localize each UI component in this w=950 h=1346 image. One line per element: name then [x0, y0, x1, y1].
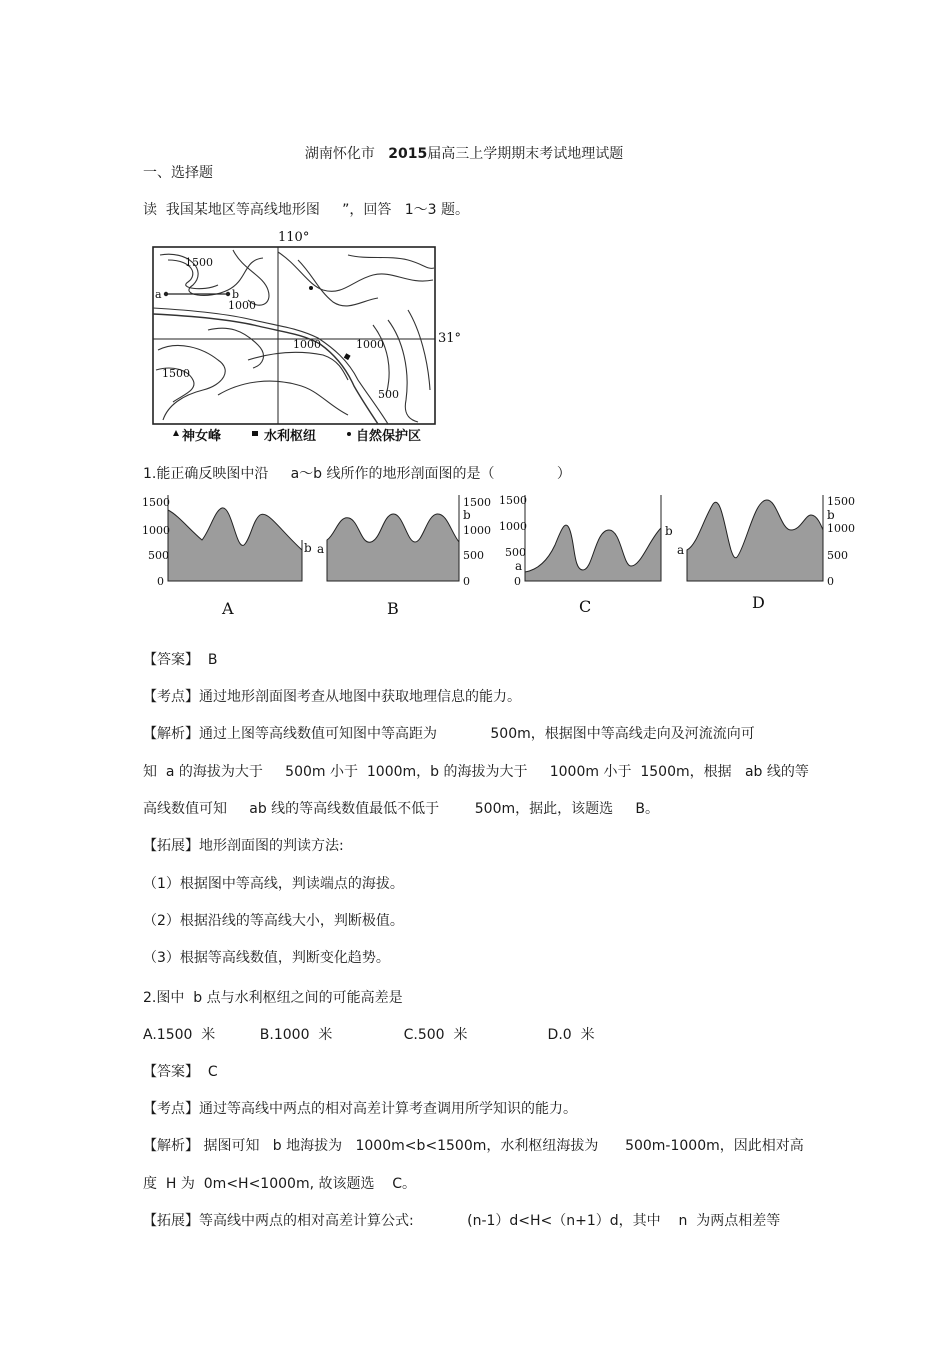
profile-c-tick-1000: 1000	[499, 520, 527, 533]
profile-d-tick-500: 500	[827, 549, 848, 562]
profile-d-a: a	[677, 543, 685, 557]
map-point-a: a	[155, 288, 162, 301]
q1-answer: 【答案】 B	[143, 652, 218, 668]
profile-a-tick-1500: 1500	[142, 496, 170, 509]
question-1: 1.能正确反映图中沿 a～b 线所作的地形剖面图的是（ ）	[143, 466, 571, 482]
q2-answer: 【答案】 C	[143, 1064, 218, 1080]
profile-b-tick-1500: 1500	[463, 496, 491, 509]
profile-a-tick-500: 500	[148, 549, 169, 562]
profile-b-a: a	[317, 542, 325, 556]
profile-b-label: B	[387, 599, 399, 618]
map-contour-1000-e: 1000	[356, 338, 384, 351]
dam-icon	[252, 431, 258, 436]
contour-map	[148, 230, 468, 445]
reserve-icon	[347, 432, 351, 436]
profile-b-tick-0: 0	[463, 575, 470, 588]
map-meridian-label: 110°	[278, 230, 310, 245]
profile-a-tick-0: 0	[157, 575, 164, 588]
title-place: 湖南怀化市	[304, 146, 375, 162]
profile-c	[497, 490, 677, 620]
section-heading: 一、选择题	[143, 165, 213, 181]
legend-reserve: 自然保护区	[356, 429, 422, 444]
q1-extension-item2: （2）根据沿线的等高线大小，判断极值。	[143, 913, 404, 929]
profile-d-b: b	[827, 508, 835, 522]
profile-c-tick-500: 500	[505, 546, 526, 559]
profile-d	[677, 490, 857, 620]
profile-b-tick-500: 500	[463, 549, 484, 562]
q1-extension-item3: （3）根据等高线数值，判断变化趋势。	[143, 950, 390, 966]
q1-analysis-line2: 知 a 的海拔为大于 500m 小于 1000m，b 的海拔为大于 1000m 小于 1500m，根据 ab 线的等	[143, 764, 809, 780]
map-contour-1000-d: 1000	[293, 338, 321, 351]
document-title	[296, 127, 623, 163]
profile-d-tick-1500: 1500	[827, 495, 855, 508]
profile-d-label: D	[752, 593, 765, 612]
intro-text: 读 我国某地区等高线地形图 ”，回答 1～3 题。	[143, 202, 470, 218]
legend-dam: 水利枢纽	[264, 429, 317, 444]
title-year: 2015	[388, 146, 428, 162]
map-contour-1500-a: 1500	[185, 256, 213, 269]
profile-c-a: a	[515, 559, 523, 573]
q1-analysis-line1: 【解析】通过上图等高线数值可知图中等高距为 500m，根据图中等高线走向及河流流向可	[143, 726, 755, 742]
q1-extension-heading: 【拓展】地形剖面图的判读方法:	[143, 838, 344, 854]
map-parallel-label: 31°	[438, 331, 462, 346]
profile-c-tick-1500: 1500	[499, 494, 527, 507]
title-rest: 届高三上学期期末考试地理试题	[427, 146, 624, 162]
profile-a-label: A	[222, 599, 234, 618]
q1-analysis-line3: 高线数值可知 ab 线的等高线数值最低不低于 500m，据此，该题选 B。	[143, 801, 659, 817]
map-contour-500: 500	[378, 388, 399, 401]
profile-c-label: C	[579, 597, 592, 616]
map-point-b: b	[232, 288, 240, 301]
q2-analysis-line2: 度 H 为 0m<H<1000m, 故该题选 C。	[143, 1176, 417, 1192]
q1-extension-item1: （1）根据图中等高线，判读端点的海拔。	[143, 876, 404, 892]
q2-options: A.1500 米 B.1000 米 C.500 米 D.0 米	[143, 1027, 595, 1043]
profile-b	[315, 490, 495, 620]
q2-point: 【考点】通过等高线中两点的相对高差计算考查调用所学知识的能力。	[143, 1101, 577, 1117]
q2-analysis-line1: 【解析】 据图可知 b 地海拔为 1000m<b<1500m，水利枢纽海拔为 500m-1000m，因此相对高	[143, 1138, 804, 1154]
q2-extension: 【拓展】等高线中两点的相对高差计算公式: (n-1）d<H<（n+1）d，其中 n 为两点相差等	[143, 1213, 781, 1229]
peak-icon	[173, 430, 179, 436]
profile-b-b: b	[463, 508, 471, 522]
legend-peak: 神女峰	[182, 429, 222, 444]
profile-b-tick-1000: 1000	[463, 524, 491, 537]
profile-a	[140, 490, 310, 620]
profile-d-tick-1000: 1000	[827, 522, 855, 535]
map-contour-1000-b: 1000	[228, 299, 256, 312]
profile-a-b: b	[304, 541, 312, 555]
question-2: 2.图中 b 点与水利枢纽之间的可能高差是	[143, 990, 403, 1006]
profile-c-b: b	[665, 524, 673, 538]
map-contour-1500-c: 1500	[162, 367, 190, 380]
profile-d-tick-0: 0	[827, 575, 834, 588]
q1-point: 【考点】通过地形剖面图考查从地图中获取地理信息的能力。	[143, 689, 521, 705]
profile-c-tick-0: 0	[514, 575, 521, 588]
profile-a-tick-1000: 1000	[142, 524, 170, 537]
